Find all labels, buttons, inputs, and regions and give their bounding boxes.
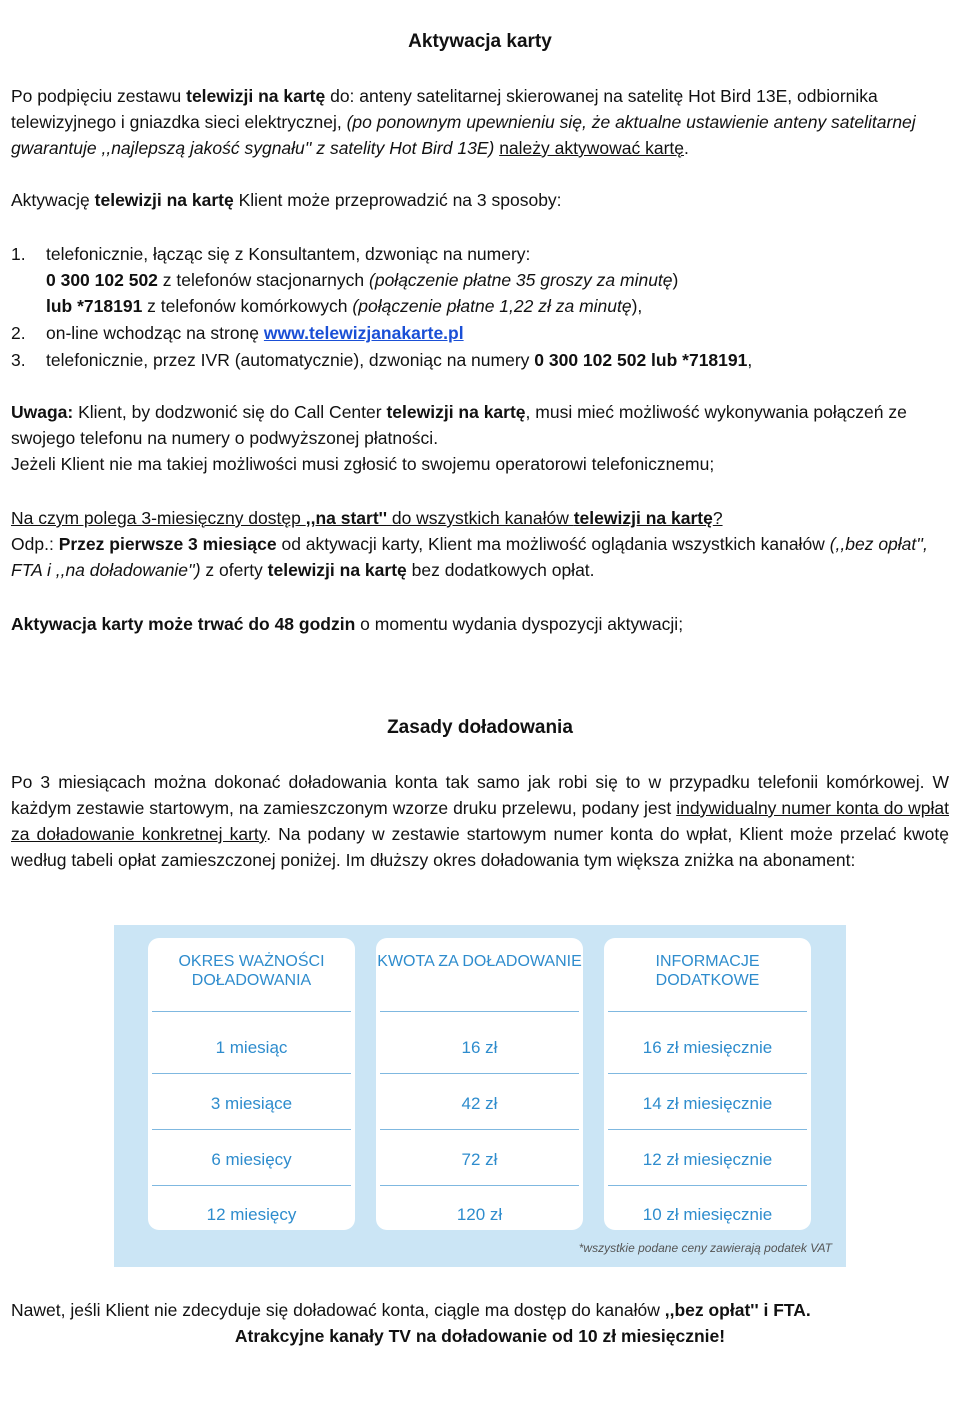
table-divider — [152, 1185, 351, 1186]
table-cell: 3 miesiące — [210, 1094, 293, 1113]
section-title-activation: Aktywacja karty — [408, 31, 552, 52]
table-column-period — [148, 938, 355, 1230]
method-1: 1. telefonicznie, łącząc się z Konsultantem, dzwoniąc na numery: 0 300 102 502 z telefonów stacjonarnych (połączenie płatne 35 groszy za minutę) lub *718191 z telefonów komórkowych (połączenie płatne 1,22 zł za minutę), — [11, 244, 679, 316]
table-divider — [608, 1129, 807, 1130]
table-cell: 42 zł — [461, 1094, 498, 1113]
intro-paragraph: Po podpięciu zestawu telewizji na kartę do: anteny satelitarnej skierowanej na satelitę Hot Bird 13E, odbiornika telewizyjnego i gniazdka sieci elektrycznej, (po ponownym upewnieniu się, że aktualne ustawienie anteny satelitarnej gwarantuje ,,najlepszą jakość sygnału'' z satelity Hot Bird 13E) należy aktywować kartę. — [11, 86, 916, 158]
table-divider — [152, 1073, 351, 1074]
table-column-info — [604, 938, 811, 1230]
section-title-topup: Zasady doładowania — [387, 717, 573, 738]
method-2: 2. on-line wchodząc na stronę www.telewizjanakarte.pl — [11, 323, 464, 343]
table-header-amount: KWOTA ZA DOŁADOWANIE — [377, 953, 582, 970]
table-divider — [608, 1185, 807, 1186]
closing-slogan: Atrakcyjne kanały TV na doładowanie od 10 zł miesięcznie! — [234, 1326, 726, 1346]
table-cell: 1 miesiąc — [215, 1038, 288, 1057]
table-cell: 10 zł miesięcznie — [642, 1205, 773, 1224]
table-cell: 72 zł — [461, 1150, 498, 1169]
table-divider — [152, 1011, 351, 1012]
method-3: 3. telefonicznie, przez IVR (automatycznie), dzwoniąc na numery 0 300 102 502 lub *718191, — [11, 350, 753, 370]
table-cell: 120 zł — [456, 1205, 503, 1224]
table-cell: 16 zł miesięcznie — [642, 1038, 773, 1057]
table-divider — [380, 1129, 579, 1130]
table-divider — [380, 1185, 579, 1186]
topup-paragraph: Po 3 miesiącach można dokonać doładowania konta tak samo jak robi się to w przypadku telefonii komórkowej. W każdym zestawie startowym, na zamieszczonym wzorze druku przelewu, podany jest indywidualny numer konta do wpłat za doładowanie konkretnej karty. Na podany w zestawie startowym numer konta do wpłat, Klient może przelać kwotę według tabeli opłat zamieszczonej poniżej. Im dłuższy okres doładowania tym większa zniżka na abonament: — [11, 772, 949, 870]
table-divider — [380, 1073, 579, 1074]
table-column-amount — [376, 938, 583, 1230]
activation-time: Aktywacja karty może trwać do 48 godzin o momentu wydania dyspozycji aktywacji; — [11, 614, 684, 634]
table-cell: 6 miesięcy — [211, 1150, 292, 1169]
table-divider — [152, 1129, 351, 1130]
vat-note: *wszystkie podane ceny zawierają podatek VAT — [578, 1241, 832, 1255]
table-divider — [608, 1011, 807, 1012]
table-cell: 12 miesięcy — [206, 1205, 297, 1224]
topup-price-table — [114, 925, 846, 1267]
closing-paragraph: Nawet, jeśli Klient nie zdecyduje się doładować konta, ciągle ma dostęp do kanałów ,,bez opłat'' i FTA. — [11, 1300, 811, 1320]
table-divider — [608, 1073, 807, 1074]
methods-intro: Aktywację telewizji na kartę Klient może przeprowadzić na 3 sposoby: — [11, 190, 562, 210]
table-cell: 12 zł miesięcznie — [642, 1150, 773, 1169]
website-link[interactable]: www.telewizjanakarte.pl — [263, 323, 464, 343]
table-cell: 16 zł — [461, 1038, 498, 1057]
table-divider — [380, 1011, 579, 1012]
faq-question: Na czym polega 3-miesięczny dostęp ,,na start'' do wszystkich kanałów telewizji na kartę? — [11, 508, 723, 528]
uwaga-paragraph: Uwaga: Klient, by dodzwonić się do Call Center telewizji na kartę, musi mieć możliwość wykonywania połączeń ze swojego telefonu na numery o podwyższonej płatności. — [11, 402, 907, 448]
no-possibility-note: Jeżeli Klient nie ma takiej możliwości musi zgłosić to swojemu operatorowi telefonicznemu; — [11, 454, 715, 474]
faq-answer: Odp.: Przez pierwsze 3 miesiące od aktywacji karty, Klient ma możliwość oglądania wszystkich kanałów (,,bez opłat'', FTA i ,,na doładowanie'') z oferty telewizji na kartę bez dodatkowych opłat. — [11, 534, 928, 580]
table-header-info: INFORMACJE DODATKOWE — [655, 953, 760, 989]
table-header-period: OKRES WAŻNOŚCI DOŁADOWANIA — [178, 953, 325, 989]
table-cell: 14 zł miesięcznie — [642, 1094, 773, 1113]
